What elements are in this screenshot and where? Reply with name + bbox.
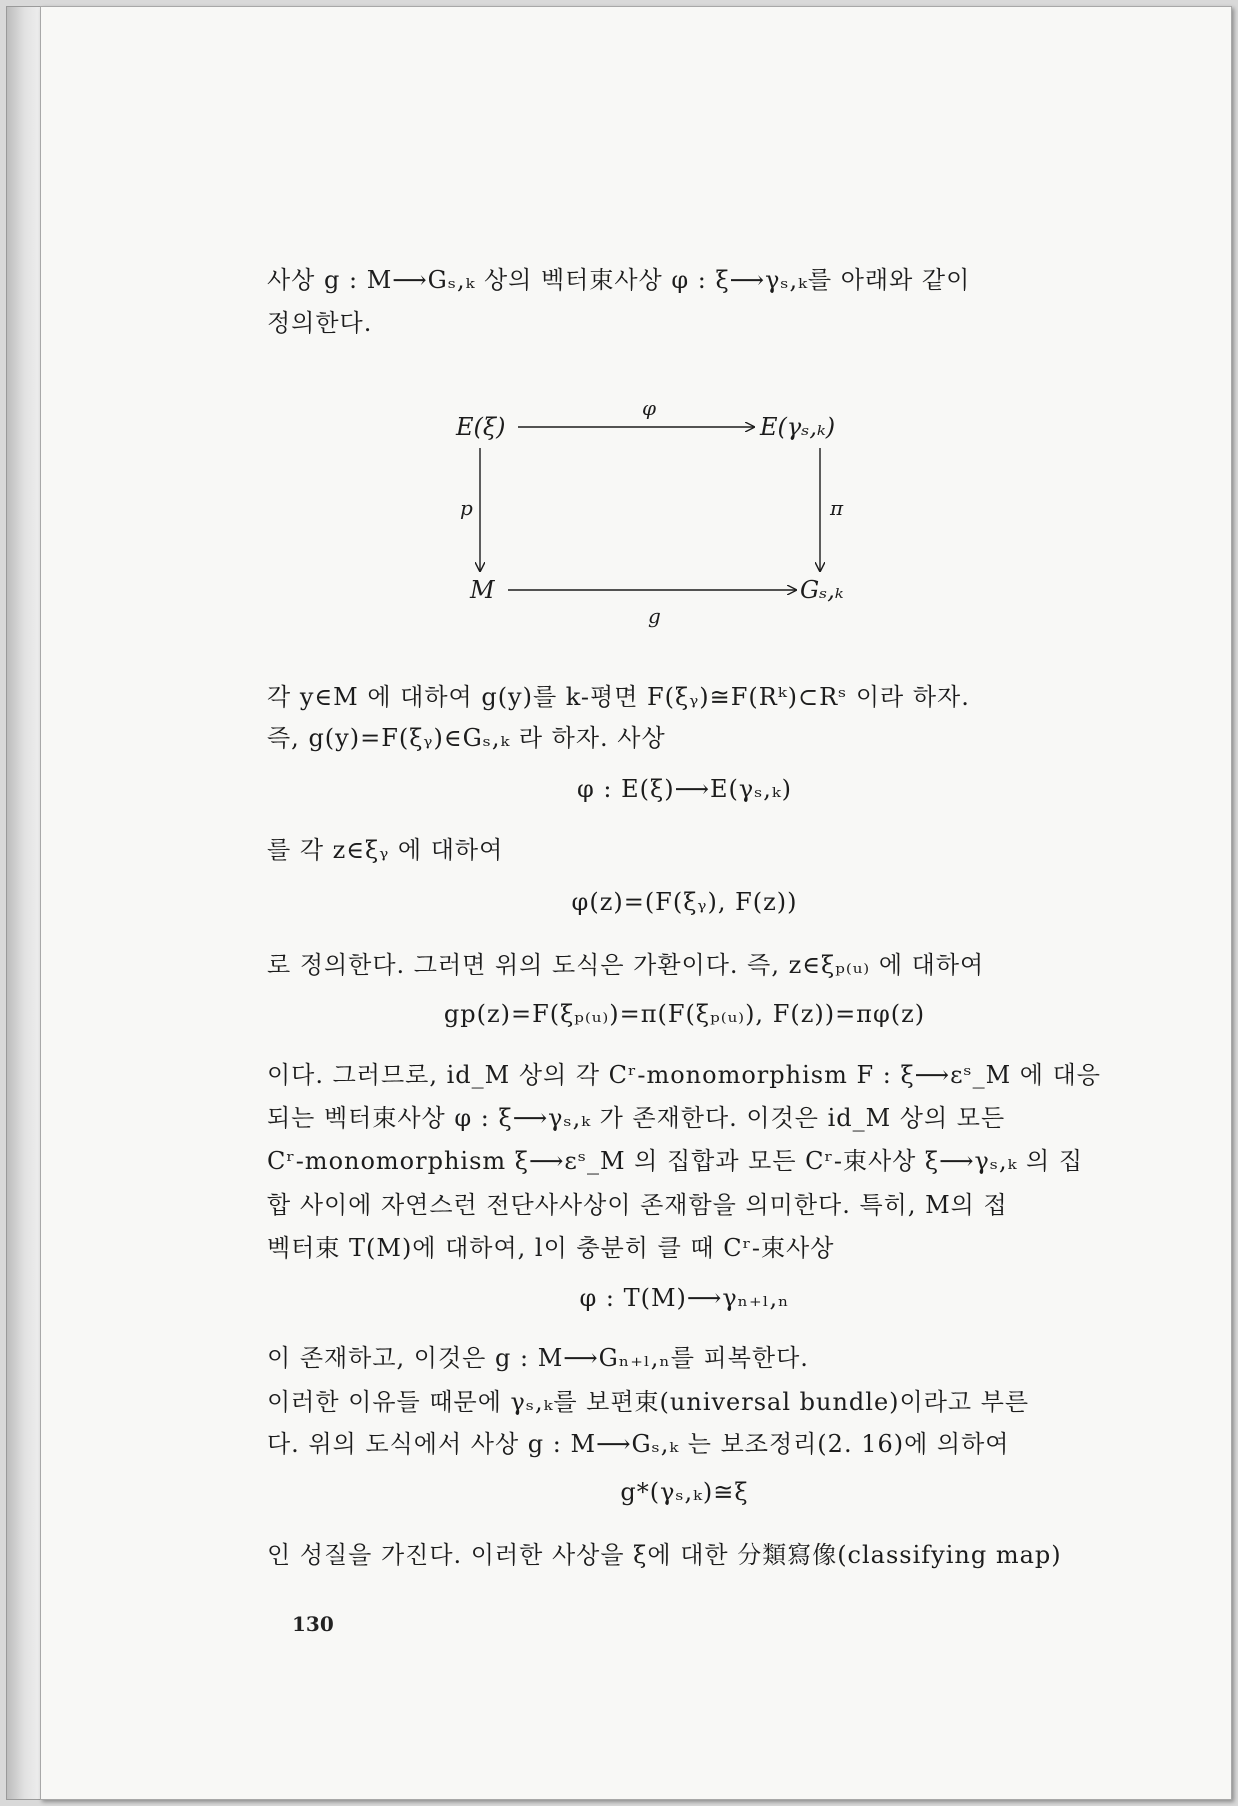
diagram-top-left-label: E(ξ) bbox=[456, 413, 506, 441]
formula-phi-map: φ : E(ξ)⟶E(γₛ,ₖ) bbox=[576, 775, 793, 803]
formula-tangent-map: φ : T(M)⟶γₙ₊ₗ,ₙ bbox=[579, 1284, 790, 1312]
para4-line-1: 이다. 그러므로, id_M 상의 각 Cʳ-monomorphism F : ξ⟶εˢ_M 에 대응 bbox=[267, 1061, 1101, 1089]
left-arrow-label: p bbox=[460, 496, 473, 520]
right-arrow-label: π bbox=[830, 496, 844, 520]
para7: 인 성질을 가진다. 이러한 사상을 ξ에 대한 分類寫像(classifying map) bbox=[267, 1541, 1062, 1569]
diagram-top-right-label: E(γₛ,ₖ) bbox=[760, 413, 836, 441]
top-arrow-label: φ bbox=[642, 396, 657, 420]
para6-line-1: 이러한 이유들 때문에 γₛ,ₖ를 보편束(universal bundle)이라고 부른 bbox=[267, 1388, 1030, 1416]
formula-commutativity: gp(z)=F(ξₚ₍ᵤ₎)=π(F(ξₚ₍ᵤ₎), F(z))=πφ(z) bbox=[443, 1000, 926, 1028]
para1-line-1: 각 y∈M 에 대하여 g(y)를 k-평면 F(ξᵧ)≅F(Rᵏ)⊂Rˢ 이라 하자. bbox=[267, 683, 970, 711]
para5: 이 존재하고, 이것은 g : M⟶Gₙ₊ₗ,ₙ를 피복한다. bbox=[267, 1344, 809, 1372]
para2: 를 각 z∈ξᵧ 에 대하여 bbox=[267, 836, 504, 864]
page-number: 130 bbox=[292, 1612, 334, 1636]
commutative-diagram bbox=[420, 385, 880, 630]
formula-phi-definition: φ(z)=(F(ξᵧ), F(z)) bbox=[571, 888, 798, 916]
intro-line-1: 사상 g : M⟶Gₛ,ₖ 상의 벡터束사상 φ : ξ⟶γₛ,ₖ를 아래와 같이 bbox=[267, 266, 971, 294]
formula-pullback: g*(γₛ,ₖ)≅ξ bbox=[620, 1478, 749, 1506]
para4-line-3: Cʳ-monomorphism ξ⟶εˢ_M 의 집합과 모든 Cʳ-束사상 ξ⟶γₛ,ₖ 의 집 bbox=[267, 1147, 1083, 1175]
intro-line-2: 정의한다. bbox=[267, 309, 373, 337]
para4-line-2: 되는 벡터束사상 φ : ξ⟶γₛ,ₖ 가 존재한다. 이것은 id_M 상의 모든 bbox=[267, 1104, 1006, 1132]
bottom-arrow-label: g bbox=[648, 604, 661, 628]
para1-line-2: 즉, g(y)=F(ξᵧ)∈Gₛ,ₖ 라 하자. 사상 bbox=[267, 724, 666, 752]
para6-line-2: 다. 위의 도식에서 사상 g : M⟶Gₛ,ₖ 는 보조정리(2. 16)에 의하여 bbox=[267, 1430, 1010, 1458]
para4-line-4: 합 사이에 자연스런 전단사사상이 존재함을 의미한다. 특히, M의 접 bbox=[267, 1191, 1008, 1219]
para3: 로 정의한다. 그러면 위의 도식은 가환이다. 즉, z∈ξₚ₍ᵤ₎ 에 대하여 bbox=[267, 951, 985, 979]
diagram-bottom-left-label: M bbox=[470, 576, 495, 604]
diagram-bottom-right-label: Gₛ,ₖ bbox=[800, 576, 844, 604]
para4-line-5: 벡터束 T(M)에 대하여, l이 충분히 클 때 Cʳ-束사상 bbox=[267, 1234, 835, 1262]
